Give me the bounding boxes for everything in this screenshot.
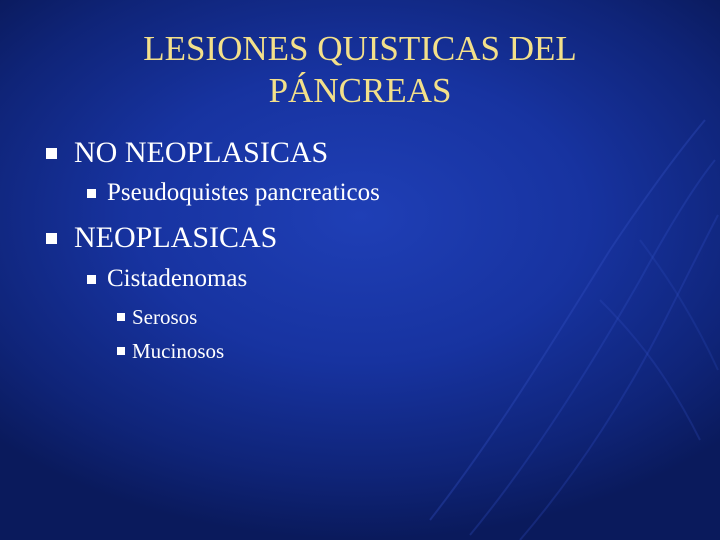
title-line-2: PÁNCREAS (268, 71, 452, 110)
bullet-square-icon (117, 347, 125, 355)
slide-title (60, 28, 660, 112)
bullet-square-icon (87, 189, 96, 198)
bullet-serosos: Serosos (132, 305, 198, 329)
bullet-square-icon (87, 275, 96, 284)
bullet-cistadenomas: Cistadenomas (107, 265, 248, 292)
bullet-square-icon (46, 148, 57, 159)
bullet-pseudoquistes: Pseudoquistes pancreaticos (107, 179, 380, 206)
bullet-mucinosos: Mucinosos (132, 339, 225, 363)
bullet-square-icon (46, 233, 57, 244)
bullet-no-neoplasicas: NO NEOPLASICAS (74, 136, 329, 169)
bullet-square-icon (117, 313, 125, 321)
bullet-neoplasicas: NEOPLASICAS (74, 221, 278, 254)
title-line-1: LESIONES QUISTICAS DEL (143, 29, 577, 68)
